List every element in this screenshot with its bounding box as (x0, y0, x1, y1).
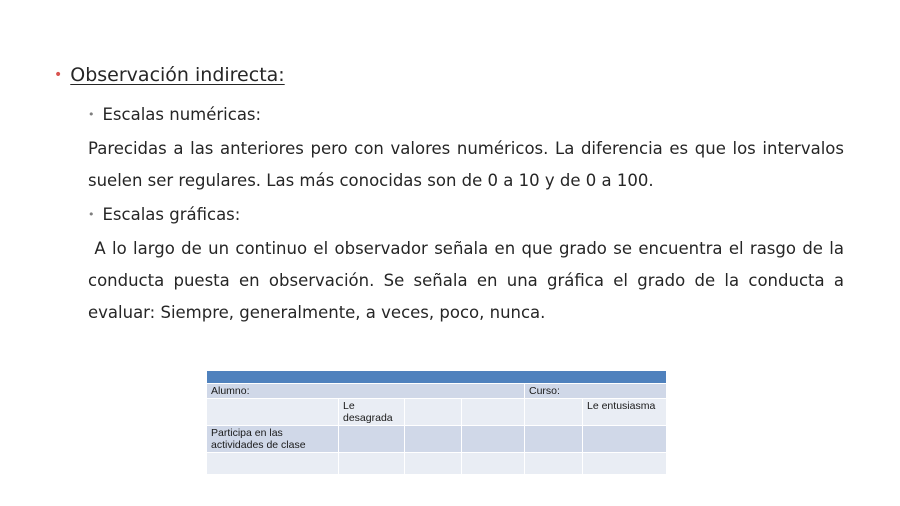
bullet-icon: • (88, 108, 95, 121)
table-row (207, 426, 667, 453)
bullet-icon: • (88, 208, 95, 221)
section-title-graficas (88, 205, 240, 224)
scale-low-cell: Le desagrada (339, 399, 405, 426)
table-row (207, 384, 667, 399)
row-label-cell: Participa en las actividades de clase (207, 426, 339, 453)
paragraph-numericas: Parecidas a las anteriores pero con valores numéricos. La diferencia es que los intervalos suelen ser regulares. Las más conocidas son de 0 a 10 y de 0 a 100. (88, 139, 844, 190)
table-header-row (207, 371, 667, 384)
section-title-text: Escalas numéricas: (102, 105, 262, 124)
alumno-cell: Alumno: (207, 384, 525, 399)
paragraph-graficas: A lo largo de un continuo el observador señala en que grado se encuentra el rasgo de la conducta puesta en observación. Se señala en una gráfica el grado de la conducta a evaluar: Siempre, generalmente, a veces, poco, nunca. (88, 239, 844, 322)
heading-text: Observación indirecta: (70, 64, 285, 86)
bullet-icon: • (54, 67, 63, 83)
section-title-text: Escalas gráficas: (102, 205, 241, 224)
table-row (207, 399, 667, 426)
heading-bullet-item (54, 64, 285, 86)
graphic-scale-table (206, 370, 667, 475)
table-row (207, 453, 667, 475)
section-title-numericas (88, 105, 261, 124)
scale-high-cell: Le entusiasma (583, 399, 667, 426)
curso-cell: Curso: (525, 384, 667, 399)
